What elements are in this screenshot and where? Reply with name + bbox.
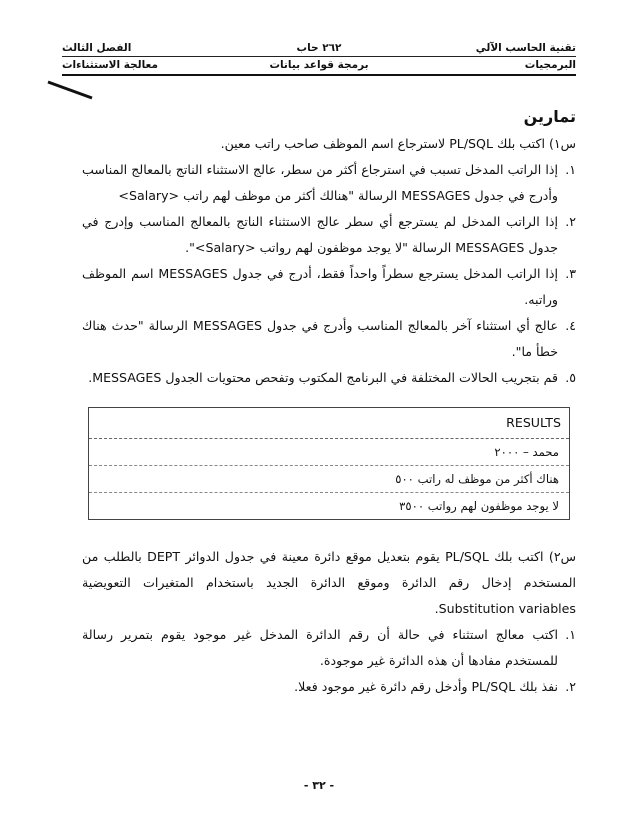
results-row: محمد – ٢٠٠٠ [89,439,569,466]
header-rule [62,56,576,57]
list-item [82,157,576,209]
item-number: ٤. [565,318,576,333]
header-bottom-row [62,59,576,73]
list-item [82,674,576,700]
header-bottom-rule [62,74,576,76]
item-number: ٥. [565,370,576,385]
list-item [82,261,576,313]
list-item [82,209,576,261]
results-row: لا يوجد موظفون لهم رواتب ٣٥٠٠ [399,499,559,513]
results-header: RESULTS [89,408,569,439]
item-text: نفذ بلك PL/SQL وأدخل رقم دائرة غير موجود فعلا. [294,679,558,694]
header-topic: معالجة الاستثناءات [62,59,158,71]
results-table [88,407,570,520]
item-number: ١. [565,162,576,177]
question-2-list [82,622,576,700]
header-course: تقنية الحاسب الآلي [475,42,576,54]
header-subject: برمجة قواعد بيانات [269,59,369,71]
question-2: س٢) اكتب بلك PL/SQL يقوم بتعديل موقع دائرة معينة في جدول الدوائر DEPT بالطلب من المستخدم إدخال رقم الدائرة وموقع الدائرة الجديد باستخدام المتغيرات التعويضية Substitution variables. [82,549,576,616]
header-chapter: الفصل الثالث [62,42,132,54]
item-number: ١. [565,627,576,642]
decorative-slash [40,66,100,106]
item-text: إذا الراتب المدخل تسبب في استرجاع أكثر من سطر، عالج الاستثناء الناتج بالمعالج المناسب وأدرج في جدول MESSAGES الرسالة "هنالك أكثر من موظف لهم راتب <Salary> [82,162,558,203]
list-item [82,622,576,674]
item-text: إذا الراتب المدخل يسترجع سطراً واحداً فقط، أدرج في جدول MESSAGES اسم الموظف وراتبه. [82,266,559,307]
header-top-row [62,42,576,56]
question-1: س١) اكتب بلك PL/SQL لاسترجاع اسم الموظف صاحب راتب معين. [220,136,576,151]
item-number: ٣. [565,266,576,281]
main-content [82,105,576,700]
list-item [82,365,576,391]
page-number: - ٣٢ - [303,779,335,792]
item-text: قم بتجريب الحالات المختلفة في البرنامج المكتوب وتفحص محتويات الجدول MESSAGES. [88,370,558,385]
results-row: هناك أكثر من موظف له راتب ٥٠٠ [89,466,569,493]
header-code: ٢٦٢ حاب [296,42,342,54]
section-title: تمارين [523,107,576,126]
list-item [82,313,576,365]
question-1-list [82,157,576,391]
item-text: إذا الراتب المدخل لم يسترجع أي سطر عالج الاستثناء الناتج بالمعالج المناسب وإدرج في جدول MESSAGES الرسالة "لا يوجد موظفون لهم رواتب <Salary>". [82,214,558,255]
item-number: ٢. [565,214,576,229]
item-text: اكتب معالج استثناء في حالة أن رقم الدائرة المدخل غير موجود يقوم بتمرير رسالة للمستخدم مفادها أن هذه الدائرة غير موجودة. [82,627,558,668]
item-number: ٢. [565,679,576,694]
item-text: عالج أي استثناء آخر بالمعالج المناسب وأدرج في جدول MESSAGES الرسالة "حدث هناك خطأ ما". [82,318,558,359]
header-department: البرمجيات [524,59,576,71]
